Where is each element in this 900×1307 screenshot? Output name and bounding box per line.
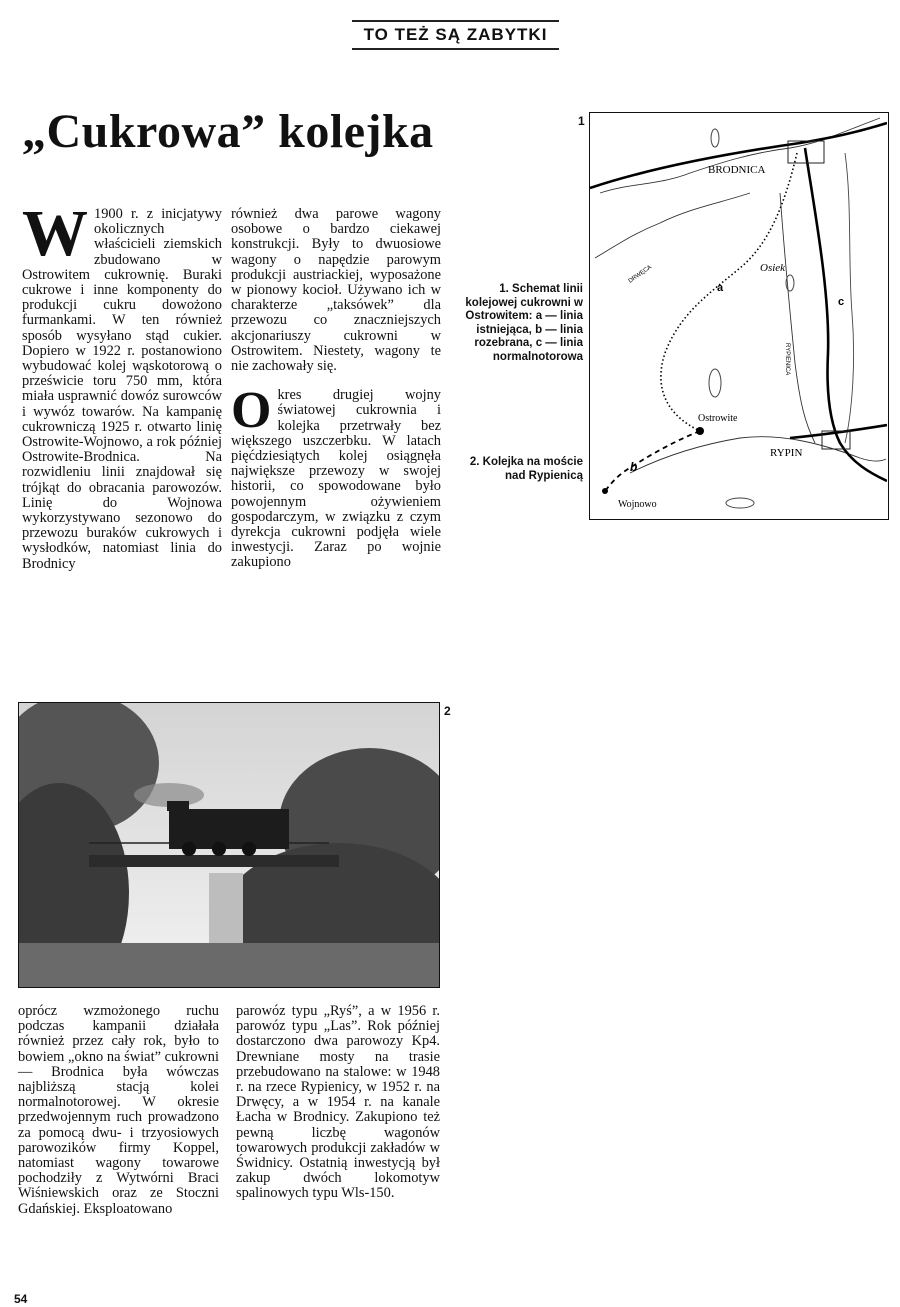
map-label-drweca: DRWĘCA (627, 264, 653, 285)
drop-cap: O (231, 382, 272, 440)
article-paragraph: kres drugiej wojny światowej cukrownia i kolejka przetrwały bez większego uszczerbku. W latach pięćdziesiątych kolej osiągnęła największe przewozy w swojej historii, co spowodowane było powojennym ożywieniem gospodarczym, w związku z czym dyrekcja cukrowni podjęła wiele inwestycji. Zaraz po wojnie zakupiono (231, 387, 441, 571)
map-label-wojnowo: Wojnowo (618, 499, 657, 510)
map-label-ostrowite: Ostrowite (698, 413, 738, 424)
article-column-3 (18, 1004, 219, 1217)
article-paragraph: parowóz typu „Ryś”, a w 1956 r. parowóz typu „Las”. Rok później dostarczono dwa parowozy Kp4. Drewniane mosty na trasie przebudowano na stalowe: w 1948 r. na rzece Rypienicy, w 1952 r. na Drwęcy, a w 1954 r. na kanale Łacha w Brodnicy. Zakupiono też pewną liczbę wagonów towarowych produkcji zakładów w Świdnicy. Ostatnią inwestycją był zakup dwóch lokomotyw spalinowych typu Wls-150. (236, 1003, 440, 1202)
wojnowo-station (602, 488, 608, 494)
line-b-dismantled (605, 431, 700, 491)
river-east (845, 153, 854, 443)
map-drawing (590, 113, 887, 518)
river-drweca-branch (595, 193, 750, 258)
bridge-pier (209, 873, 243, 943)
photo-train-on-bridge (18, 702, 440, 988)
map-label-brodnica: BRODNICA (708, 164, 766, 176)
article-column-1 (22, 197, 222, 572)
photo-drawing (19, 703, 439, 987)
drop-cap: W (22, 197, 88, 270)
river-rypienica (780, 193, 815, 443)
lake (709, 369, 721, 397)
article-column-4 (236, 1004, 440, 1202)
article-paragraph: również dwa parowe wagony osobowe o bardzo ciekawej konstrukcji. Były to dwuosiowe wagony o napędzie parowym produkcji austriackiej, wyposażone w pionowy kocioł. Używano ich w charakterze „taksówek” dla przewozu co znaczniejszych akcjonariuszy cukrowni w Ostrowitem. Niestety, wagony te nie zachowały się. (231, 206, 441, 375)
section-label: TO TEŻ SĄ ZABYTKI (352, 20, 559, 50)
figure-number-map: 1 (578, 114, 585, 128)
map-label-rypienica: RYPIENICA (784, 343, 790, 376)
caption-map: 1. Schemat linii kolejowej cukrowni w Ostrowitem: a — linia istniejąca, b — linia rozebrana, c — linia normalnotorowa (465, 283, 583, 363)
line-a-existing (661, 153, 797, 431)
figure-number-photo: 2 (444, 704, 451, 718)
river-drweca (600, 118, 880, 193)
lake (711, 129, 719, 147)
ground-brush (19, 943, 439, 987)
article-column-2 (231, 207, 441, 571)
map-label-line-c: c (838, 296, 845, 308)
railway-map (589, 112, 889, 520)
caption-photo: 2. Kolejka na moście nad Rypienicą (469, 456, 583, 482)
ostrowite-station (696, 427, 704, 435)
article-paragraph: oprócz wzmożonego ruchu podczas kampanii działała również przez cały rok, było to bowiem „okno na świat” cukrowni — Brodnica była wówczas najbliższą stacją kolei normalnotorowej. W okresie przedwojennym ruch prowadzono za pomocą dwu- i trzyosiowych parowozików firmy Koppel, natomiast wagony towarowe pochodziły z Wytwórni Braci Wiśniewskich oraz ze Stoczni Gdańskiej. Eksploatowano (18, 1003, 219, 1217)
bridge-deck (89, 855, 339, 867)
article-paragraph: 1900 r. z inicjatywy okolicznych właścicieli ziemskich zbudowano w Ostrowitem cukrownię. Buraki cukrowe i inne komponenty do produkcji cukru dowożono furmankami. W ten również sposób wysyłano stąd cukier. Dopiero w 1922 r. postanowiono wybudować kolej wąskotorową o prześwicie toru 750 mm, która miała usprawnić dowóz surowców i wywóz towarów. Na kampanię cukrowniczą 1925 r. otwarto linię Ostrowite-Wojnowo, a rok później Ostrowite-Brodnica. Na rozwidleniu linii znajdował się trójkąt do obracania parowozów. Linię do Wojnowa wykorzystywano sezonowo do przewozu buraków cukrowych i wysłodków, natomiast linia do Brodnicy (22, 206, 222, 572)
map-label-rypin: RYPIN (770, 447, 803, 459)
map-label-osiek: Osiek (760, 262, 786, 274)
page-number: 54 (14, 1292, 28, 1306)
article-title: „Cukrowa” kolejka (22, 105, 434, 158)
map-label-line-a: a (717, 282, 724, 294)
lake (726, 498, 754, 508)
map-label-line-b: b (630, 460, 638, 474)
